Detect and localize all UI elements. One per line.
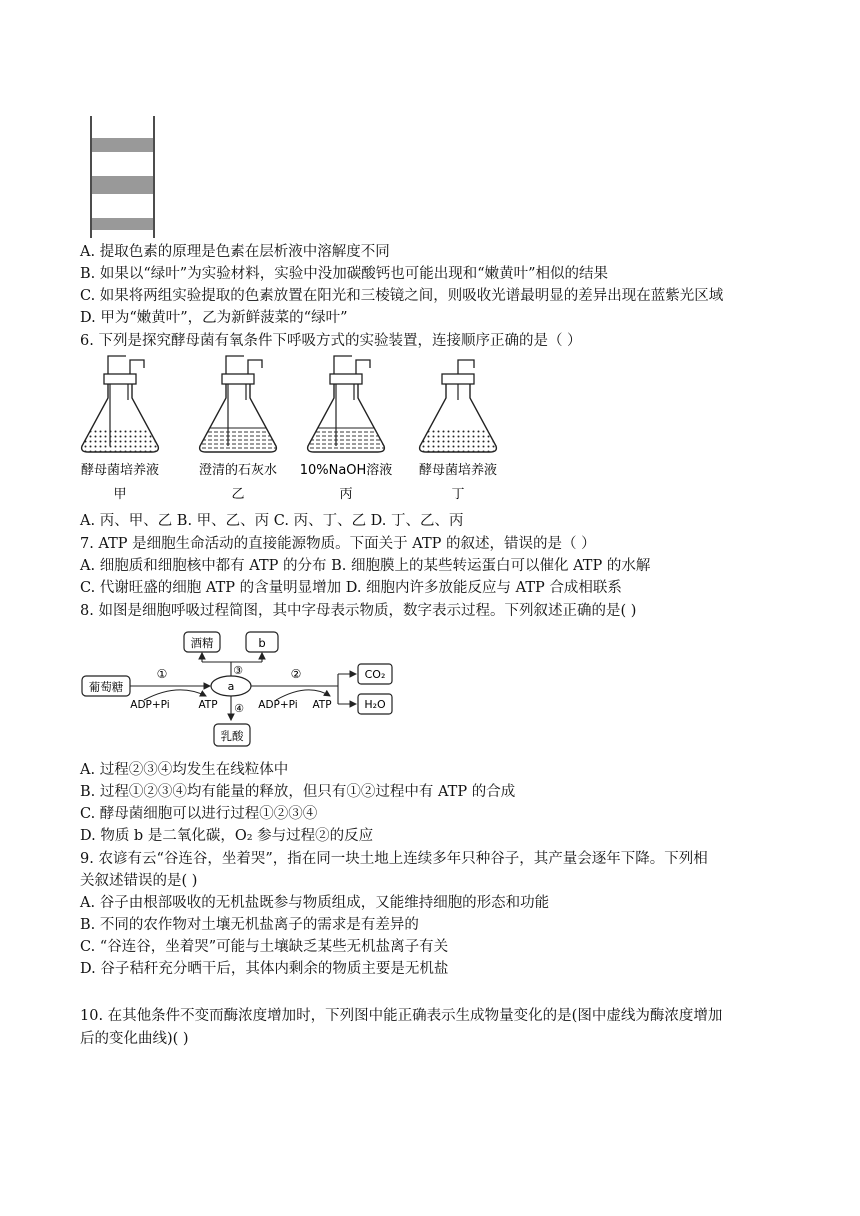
process-3-label: ③ (233, 664, 243, 677)
alcohol-label: 酒精 (190, 636, 214, 650)
flask-label: 10%NaOH溶液 (299, 463, 393, 478)
q6-stem: 6. 下列是探究酵母菌有氧条件下呼吸方式的实验装置，连接顺序正确的是（ ） (80, 333, 582, 349)
flask-label: 澄清的石灰水 (198, 463, 278, 478)
respiration-diagram (78, 626, 398, 752)
process-1-label: ① (156, 667, 168, 681)
lactic-acid-label: 乳酸 (220, 729, 244, 743)
pigment-band (92, 176, 153, 194)
process-4-label: ④ (234, 702, 244, 715)
pigment-band (92, 218, 153, 230)
flask-label: 酵母菌培养液 (80, 463, 160, 478)
flask-ding (420, 360, 497, 452)
q9-stem-line1: 9. 农谚有云“谷连谷，坐着哭”，指在同一块土地上连续多年只种谷子，其产量会逐年下降。下列相 (80, 851, 708, 867)
substance-a-label: a (227, 680, 235, 693)
q8-option-a: A. 过程②③④均发生在线粒体中 (80, 762, 289, 778)
q9-option-a: A. 谷子由根部吸收的无机盐既参与物质组成，又能维持细胞的形态和功能 (80, 895, 550, 911)
flask-name: 乙 (231, 487, 245, 502)
q5-option-b: B. 如果以“绿叶”为实验材料，实验中没加碳酸钙也可能出现和“嫩黄叶”相似的结果 (80, 266, 609, 282)
chromatography-strip (88, 116, 158, 240)
q5-option-c: C. 如果将两组实验提取的色素放置在阳光和三棱镜之间，则吸收光谱最明显的差异出现在蓝紫光区域 (80, 288, 724, 304)
flask-name: 甲 (113, 487, 127, 502)
pigment-band (92, 138, 153, 152)
flask-label: 酵母菌培养液 (418, 463, 498, 478)
q8-option-d: D. 物质 b 是二氧化碳，O₂ 参与过程②的反应 (80, 828, 374, 844)
adp-pi-label: ADP+Pi (130, 699, 170, 711)
b-label: b (258, 636, 266, 650)
q7-options-line2: C. 代谢旺盛的细胞 ATP 的含量明显增加 D. 细胞内许多放能反应与 ATP 合成相联系 (80, 580, 622, 596)
atp-label: ATP (198, 699, 218, 711)
flask-jia (82, 356, 159, 452)
process-2-label: ② (290, 667, 302, 681)
q9-stem-line2: 关叙述错误的是( ) (80, 873, 198, 889)
q8-option-c: C. 酵母菌细胞可以进行过程①②③④ (80, 806, 318, 822)
flask-yi (200, 356, 277, 452)
flask-bing (308, 356, 385, 452)
q8-stem: 8. 如图是细胞呼吸过程简图，其中字母表示物质，数字表示过程。下列叙述正确的是( ) (80, 603, 637, 619)
flask-name: 丁 (451, 487, 465, 502)
q9-option-c: C. “谷连谷，坐着哭”可能与土壤缺乏某些无机盐离子有关 (80, 939, 449, 955)
q9-option-d: D. 谷子秸秆充分晒干后，其体内剩余的物质主要是无机盐 (80, 961, 449, 977)
q9-option-b: B. 不同的农作物对土壤无机盐离子的需求是有差异的 (80, 917, 419, 933)
q8-option-b: B. 过程①②③④均有能量的释放，但只有①②过程中有 ATP 的合成 (80, 784, 516, 800)
q5-option-a: A. 提取色素的原理是色素在层析液中溶解度不同 (80, 244, 390, 260)
q7-options-line1: A. 细胞质和细胞核中都有 ATP 的分布 B. 细胞膜上的某些转运蛋白可以催化 ATP 的水解 (80, 558, 651, 574)
q7-stem: 7. ATP 是细胞生命活动的直接能源物质。下面关于 ATP 的叙述，错误的是（ ） (80, 536, 596, 552)
flask-apparatus-figure (78, 354, 528, 506)
q6-options: A. 丙、甲、乙 B. 甲、乙、丙 C. 丙、丁、乙 D. 丁、乙、丙 (80, 513, 464, 529)
h2o-label: H₂O (364, 698, 386, 711)
adp-pi-label: ADP+Pi (258, 699, 298, 711)
glucose-label: 葡萄糖 (88, 680, 124, 694)
q10-stem-line2: 后的变化曲线)( ) (80, 1031, 189, 1047)
q10-stem-line1: 10. 在其他条件不变而酶浓度增加时，下列图中能正确表示生成物量变化的是(图中虚线为酶浓度增加 (80, 1008, 723, 1024)
atp-label: ATP (312, 699, 332, 711)
flask-name: 丙 (339, 487, 353, 502)
q5-option-d: D. 甲为“嫩黄叶”，乙为新鲜菠菜的“绿叶” (80, 310, 348, 326)
co2-label: CO₂ (364, 668, 386, 681)
